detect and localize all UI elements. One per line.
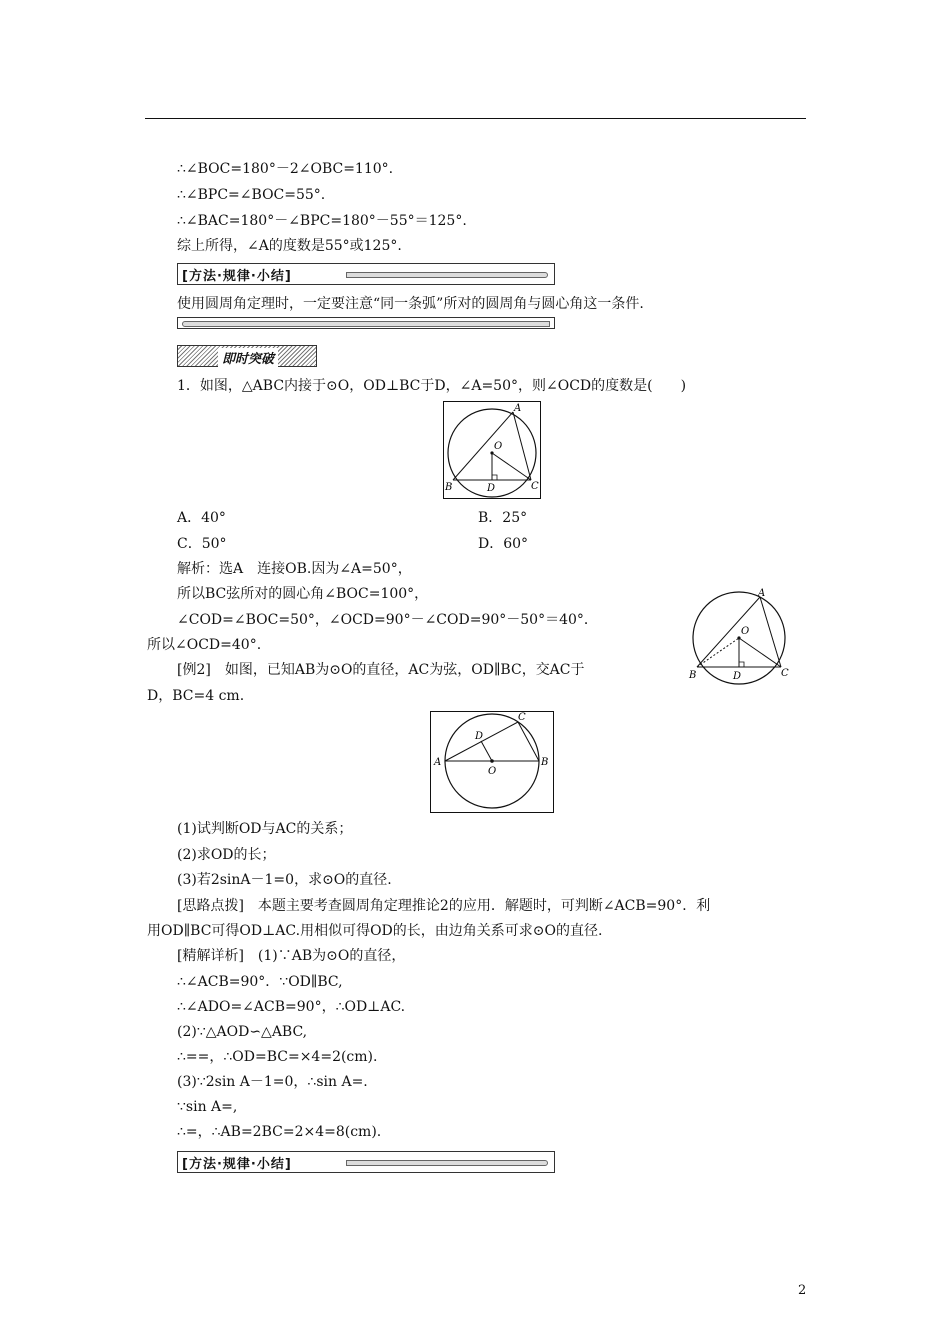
text-line: ∴∠BPC=∠BOC=55°. [177,187,326,203]
page-number: 2 [798,1283,807,1298]
answer-line: ∵sin A=, [177,1099,238,1115]
answer-line: ∴=，∴AB=2BC=2×4=8(cm). [177,1124,382,1140]
header-rule [145,118,806,119]
figure-3-label: B [541,757,549,768]
answer-line: [精解详析] (1)∵AB为⊙O的直径， [177,948,406,964]
section-tag [177,345,317,367]
figure-1 [443,401,541,499]
part-1: (1)试判断OD与AC的关系； [177,821,353,837]
answer-line: (2)∵△AOD∽△ABC, [177,1024,308,1040]
method-box-end [177,317,555,329]
figure-2-label: O [741,626,750,637]
method-text: 使用圆周角定理时，一定要注意“同一条弧”所对的圆周角与圆心角这一条件. [177,296,644,312]
figure-1-label: C [531,481,539,492]
figure-3-label: C [518,712,526,723]
solution-line: 所以∠OCD=40°. [147,637,262,653]
method-box [177,263,555,285]
solution-line: 解析：选A 连接OB.因为∠A=50°， [177,561,412,577]
section-tag-label: 即时突破 [218,348,278,367]
answer-line: ∴==，∴OD=BC=×4=2(cm). [177,1049,378,1065]
answer-line: (3)∵2sin A－1=0，∴sin A=. [177,1074,368,1090]
figure-3 [430,711,554,813]
method-box-title: [方法·规律·小结] [182,269,292,284]
figure-3-label: A [434,757,442,768]
method-box [177,1151,555,1173]
example-2: [例2] 如图，已知AB为⊙O的直径，AC为弦，OD∥BC，交AC于 [177,662,585,678]
figure-2-label: C [781,668,789,679]
thinking-hint: [思路点拨] 本题主要考查圆周角定理推论2的应用．解题时，可判断∠ACB=90°．利 [177,898,711,914]
figure-3-label: O [488,766,497,777]
decorative-bar [182,321,550,327]
answer-line: ∴∠ACB=90°．∵OD∥BC, [177,974,343,990]
method-box-title: [方法·规律·小结] [182,1157,292,1172]
answer-line: ∴∠ADO=∠ACB=90°，∴OD⊥AC. [177,999,406,1015]
option-b: B．25° [478,510,528,526]
figure-2 [686,586,790,686]
text-line: 综上所得，∠A的度数是55°或125°. [177,238,402,254]
example-2: D，BC=4 cm. [147,688,245,704]
text-line: ∴∠BOC=180°－2∠OBC=110°. [177,161,394,177]
solution-line: ∠COD=∠BOC=50°，∠OCD=90°－∠COD=90°－50°＝40°． [177,612,598,628]
part-2: (2)求OD的长； [177,847,276,863]
solution-line: 所以BC弦所对的圆心角∠BOC=100°， [177,586,429,602]
text-line: ∴∠BAC=180°－∠BPC=180°－55°＝125°. [177,213,467,229]
figure-1-label: B [445,482,453,493]
figure-2-label: D [733,671,742,682]
figure-3-label: D [475,731,484,742]
option-c: C．50° [177,536,227,552]
question-1: 1．如图，△ABC内接于⊙O，OD⊥BC于D，∠A=50°，则∠OCD的度数是( ) [177,378,687,394]
figure-1-label: A [514,403,522,414]
figure-1-label: D [487,483,496,494]
thinking-hint: 用OD∥BC可得OD⊥AC.用相似可得OD的长，由边角关系可求⊙O的直径. [147,923,603,939]
figure-2-label: B [689,670,697,681]
option-a: A．40° [177,510,226,526]
part-3: (3)若2sinA－1=0，求⊙O的直径. [177,872,392,888]
decorative-bar [346,1160,548,1166]
figure-1-label: O [494,441,503,452]
decorative-bar [346,272,548,278]
figure-2-label: A [758,588,766,599]
option-d: D．60° [478,536,529,552]
